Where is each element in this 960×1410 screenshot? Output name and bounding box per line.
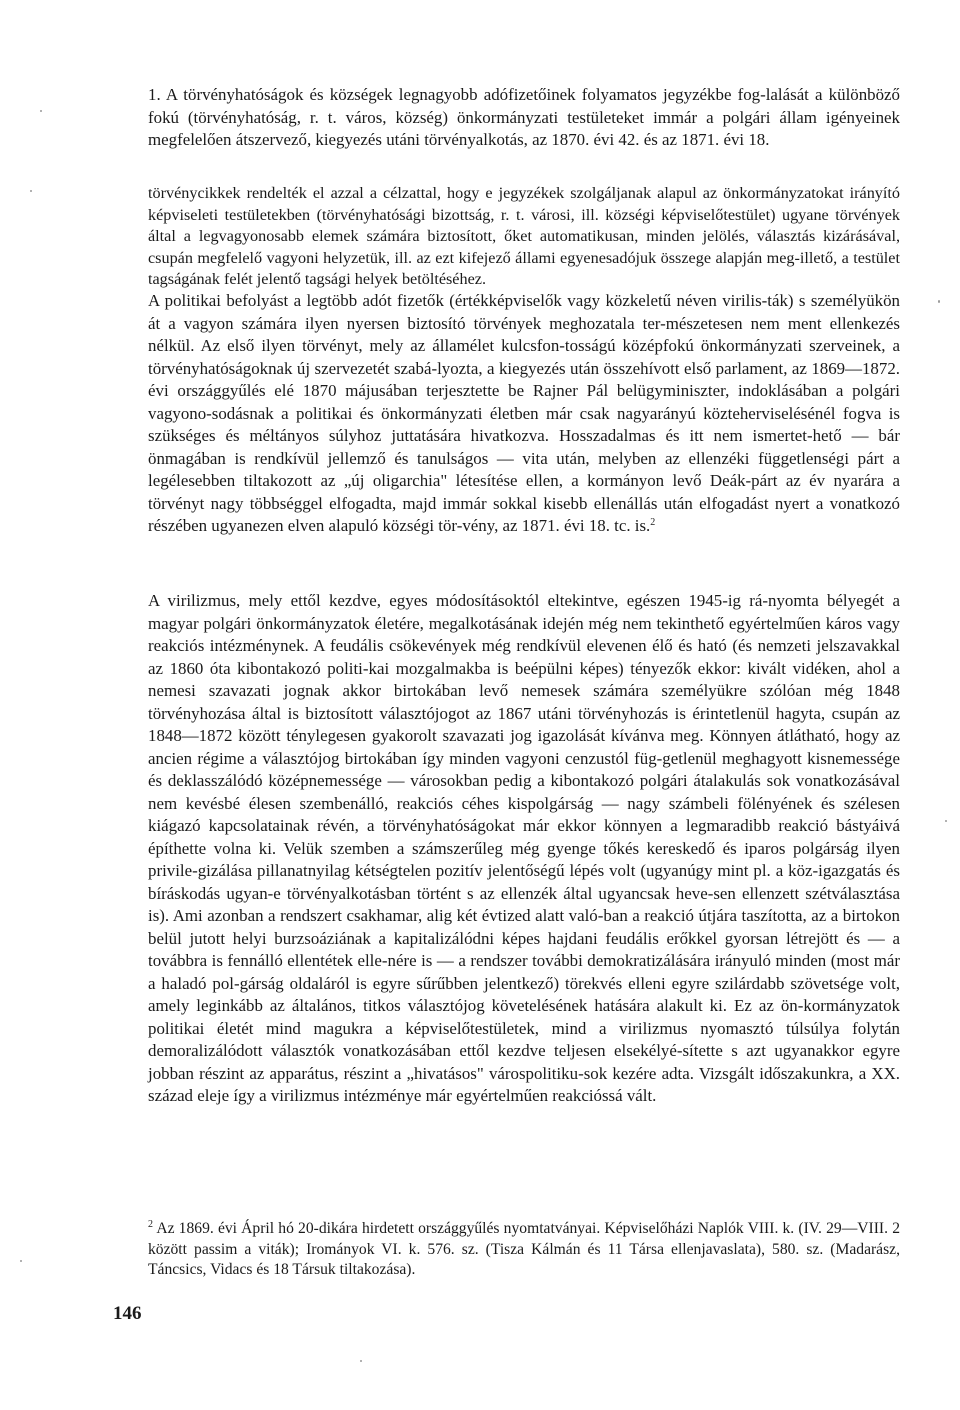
paragraph-1 <box>148 84 900 152</box>
footnote-reference: 2 <box>650 517 656 528</box>
scan-speck <box>40 110 42 112</box>
paragraph-2 <box>148 290 900 538</box>
footnote-text: Az 1869. évi Ápril hó 20-dikára hirdetett országgyűlés nyomtatványai. Képviselőházi Naplók VIII. k. (IV. 29—VIII. 2 között passim a viták); Irományok VI. k. 576. sz. (Tisza Kálmán és 11 Társa ellenjavaslata), 580. sz. (Madarász, Táncsics, Vidacs és 18 Társuk tiltakozása). <box>148 1220 900 1279</box>
page-number: 146 <box>113 1303 142 1324</box>
footnote-marker: 2 <box>148 1219 153 1230</box>
scan-speck <box>945 820 947 822</box>
paragraph-1-continued <box>148 183 900 291</box>
scan-speck <box>938 300 940 303</box>
paragraph-2-text: A politikai befolyást a legtöbb adót fizetők (értékképviselők vagy közkeletű néven virilis-ták) s személyükön át a vagyon számára ilyen nyersen biztosító törvények meghozatala ter-mészetesen nem ment ellenkezés nélkül. Az első ilyen törvényt, mely az államélet kulcsfon-tosságú középfokú önkormányzati szerveinek, a törvényhatóságoknak új szervezetét szabá-lyozta, a kiegyezés után összehívott első parlament, az 1869—1872. évi országgyűlés elé 1870 májusában terjesztette be Rajner Pál belügyminiszter, indoklásában a polgári vagyono-sodásnak a politikai és önkormányzati életben már csak nagyarányú közteherviselésénél fogva is szükséges és méltányos súlyhoz juttatására hivatkozva. Hosszadalmas és itt nem ismertet-hető — bár önmagában is rendkívül jellemző és tanulságos — vita után, melyben az ellenzéki függetlenségi párt a legélesebben tiltakozott az „új oligarchia" létesítése ellen, a kormányon levő Deák-párt az év nyarára a törvényt nagy többséggel elfogadta, majd immár sokkal kisebb ellenállás után elfogadást nyert a vonatkozó részében ugyanezen elven alapuló községi tör-vény, az 1871. évi 18. tc. is. <box>148 291 900 535</box>
paragraph-3 <box>148 590 900 1108</box>
footnote <box>148 1219 900 1281</box>
paragraph-1-continued-text: törvénycikkek rendelték el azzal a célzattal, hogy e jegyzékek szolgáljanak alapul az önkormányzatokat irányító képviseleti testületekben (törvényhatósági bizottság, r. t. városi, ill. községi képviselőtestület) ugyane törvények által a legvagyonosabb elemek számára biztosított, őket automatikusan, minden jelölés, választás kizárásával, csupán megfelelő vagyoni helyzetük, ill. az ezt kifejező állami egyenesadójuk összege alapján meg-illető, a testület tagságának felét jelentő tagsági helyek betöltéséhez. <box>148 184 900 289</box>
scan-speck <box>30 190 32 192</box>
paragraph-1-text: 1. A törvényhatóságok és községek legnagyobb adófizetőinek folyamatos jegyzékbe fog-lalását a különböző fokú (törvényhatóság, r. t. város, község) önkormányzati testületeket immár a polgári állam igényeinek megfelelően átszervező, kiegyezés utáni törvényalkotás, az 1870. évi 42. és az 1871. évi 18. <box>148 85 900 149</box>
scan-speck <box>360 1360 362 1362</box>
scan-speck <box>20 1260 22 1262</box>
paragraph-3-text: A virilizmus, mely ettől kezdve, egyes módosításoktól eltekintve, egészen 1945-ig rá-nyomta bélyegét a magyar polgári önkormányzatok életére, megalkotásának idején még nem tekinthető egyértelműen káros vagy reakciós intézménynek. A feudális csökevények még rendkívül elevenen élő és ható (és nemzeti jelszavakkal az 1860 óta kibontakozó politi-kai mozgalmakba is beépülni képes) tényezők ekkor: kivált vidéken, ahol a nemesi szavazati jognak akkor birtokában levő nemesek számára személyükre szólóan még 1848 törvényhozása által is biztosított választójogot az 1867 utáni törvényhozás is érintetlenül hagyta, csupán az 1848—1872 között ténylegesen gyakorolt szavazati jog igazolását kívánva meg. Könnyen átlátható, hogy az ancien régime a választójog birtokában így minden vagyoni cenzustól füg-getlenül meghagyott kisnemessége és deklasszálódó középnemessége — városokban pedig a kibontakozó polgári átalakulás sok vonatkozásával nem kevésbé élesen szembenálló, reakciós céhes kispolgárság — nagy számbeli fölényének és szélesen kiágazó kapcsolatainak révén, a törvényhatóságokat már ekkor könnyen a legmaradibb reakció bástyáivá építhette volna ki. Velük szemben a számszerűleg még gyenge tőkés kereskedő és iparos polgárság ilyen privile-gizálása pillanatnyilag kétségtelen pozitív jelentőségű lépés volt (ugyanúgy mint pl. a köz-igazgatás és bíráskodás ugyan-e törvényalkotásban történt s az ellenzék által ugyancsak heve-sen ellenzett szétválasztása is). Ami azonban a rendszert csakhamar, alig két évtized alatt való-ban a reakció útjára taszította, az a birtokon belül jutott helyi burzsoáziának a kapitalizálódni képes hajdani feudális erőkkel gyorsan létrejött és — a továbbra is fennálló ellentétek elle-nére is — a rendszer további demokratizálására irányuló minden (most már a haladó pol-gárság oldaláról is egyre sűrűbben jelentkező) törekvés elleni egyre szilárdabb szövetsége volt, amely leginkább az általános, titkos választójog követelésének hatására alakult ki. Ez az ön-kormányzatok politikai életét mind magukra a képviselőtestületek, mind a virilizmus nyomasztó túlsúlya folytán demoralizálódott választók vonatkozásában ettől kezdve teljesen elsekélyé-sítette s azt ugyanakkor egyre jobban részint az apparátus, részint a „hivatásos" várospolitiku-sok kezére adta. Vizsgált időszakunkra, a XX. század eleje így a virilizmus intézménye már egyértelműen reakcióssá vált. <box>148 591 900 1105</box>
